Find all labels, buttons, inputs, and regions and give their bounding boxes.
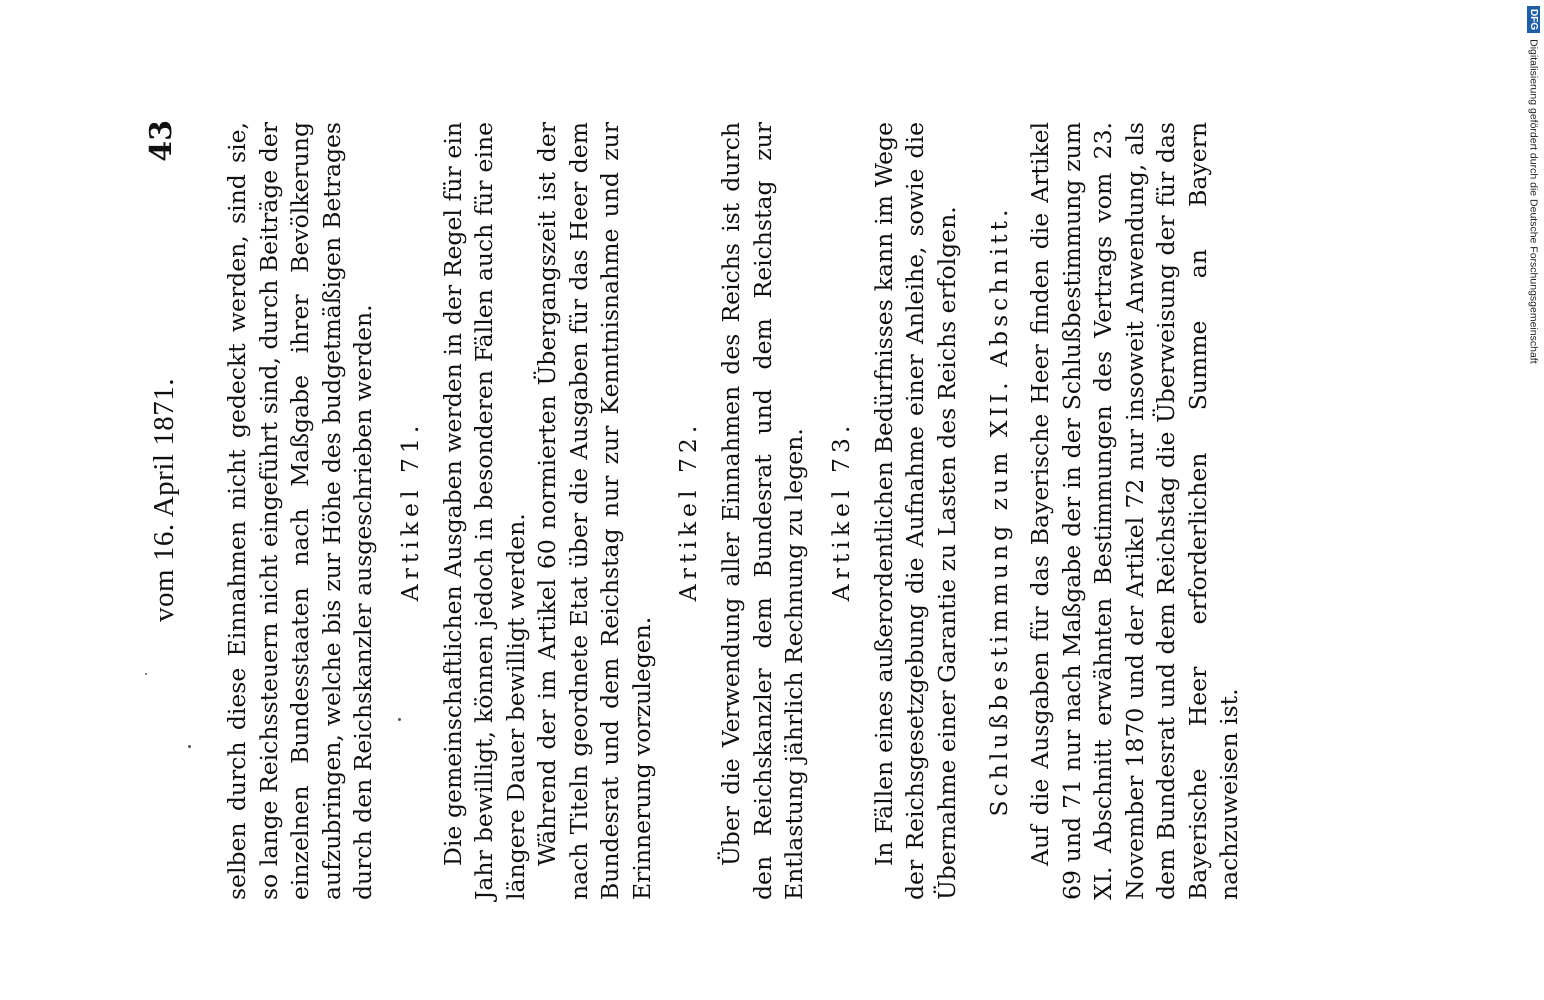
article-73-heading: Artikel 73. <box>826 420 855 602</box>
article-71-paragraph-2: Während der im Artikel 60 normierten Übergangszeit ist der nach Titeln geordnete Etat über die Ausgaben für das Heer dem Bundesrat und dem Reichstag nur zur Kenntnisnahme und zur Erinnerung vorzulegen. <box>533 122 656 900</box>
scan-speck <box>398 718 401 721</box>
scan-speck <box>145 673 147 675</box>
article-71-heading: Artikel 71. <box>395 420 424 602</box>
paragraph-intro: selben durch diese Einnahmen nicht gedeckt werden, sind sie, so lange Reichssteuern nicht eingeführt sind, durch Beiträge der einzelnen Bundesstaaten nach Maßgabe ihrer Bevölkerung aufzubringen, welche bis zur Höhe des budgetmäßigen Betrages durch den Reichskanzler ausgeschrieben werden. <box>223 122 377 900</box>
article-72-paragraph-1: Über die Verwendung aller Einnahmen des Reichs ist durch den Reichskanzler dem Bundesrat und dem Reichstag zur Entlastung jährlich Rechnung zu legen. <box>717 122 808 900</box>
page-header <box>140 120 188 880</box>
scanned-page <box>140 60 1440 940</box>
running-head: vom 16. April 1871. <box>148 378 180 622</box>
dfg-notice-text: Digitalisierung gefördert durch die Deutsche Forschungsgemeinschaft <box>1527 39 1540 364</box>
section-paragraph-1: Auf die Ausgaben für das Bayerische Heer finden die Artikel 69 und 71 nur nach Maßgabe der in der Schlußbestimmung zum XI. Abschnitt erwähnten Bestimmungen des Vertrags vom 23. November 1870 und der Artikel 72 nur insoweit Anwendung, als dem Bundesrat und dem Reichstag die Überweisung der für das Bayerische Heer erforderlichen Summe an Bayern nachzuweisen ist. <box>1026 122 1243 900</box>
dfg-logo-icon: DFG <box>1527 6 1540 33</box>
article-73-paragraph-1: In Fällen eines außerordentlichen Bedürfnisses kann im Wege der Reichsgesetzgebung die Aufnahme einer Anleihe, sowie die Übernahme einer Garantie zu Lasten des Reichs erfolgen. <box>869 122 961 900</box>
section-heading: Schlußbestimmung zum XII. Abschnitt. <box>985 205 1013 817</box>
dfg-notice <box>1527 6 1540 364</box>
article-71-paragraph-1: Die gemeinschaftlichen Ausgaben werden in der Regel für ein Jahr bewilligt, können jedoch in besonderen Fällen auch für eine längere Dauer bewilligt werden. <box>438 122 530 900</box>
article-72-heading: Artikel 72. <box>674 420 702 602</box>
page-body <box>222 122 1246 900</box>
page-number: 43 <box>144 120 179 162</box>
scan-speck <box>188 745 191 748</box>
